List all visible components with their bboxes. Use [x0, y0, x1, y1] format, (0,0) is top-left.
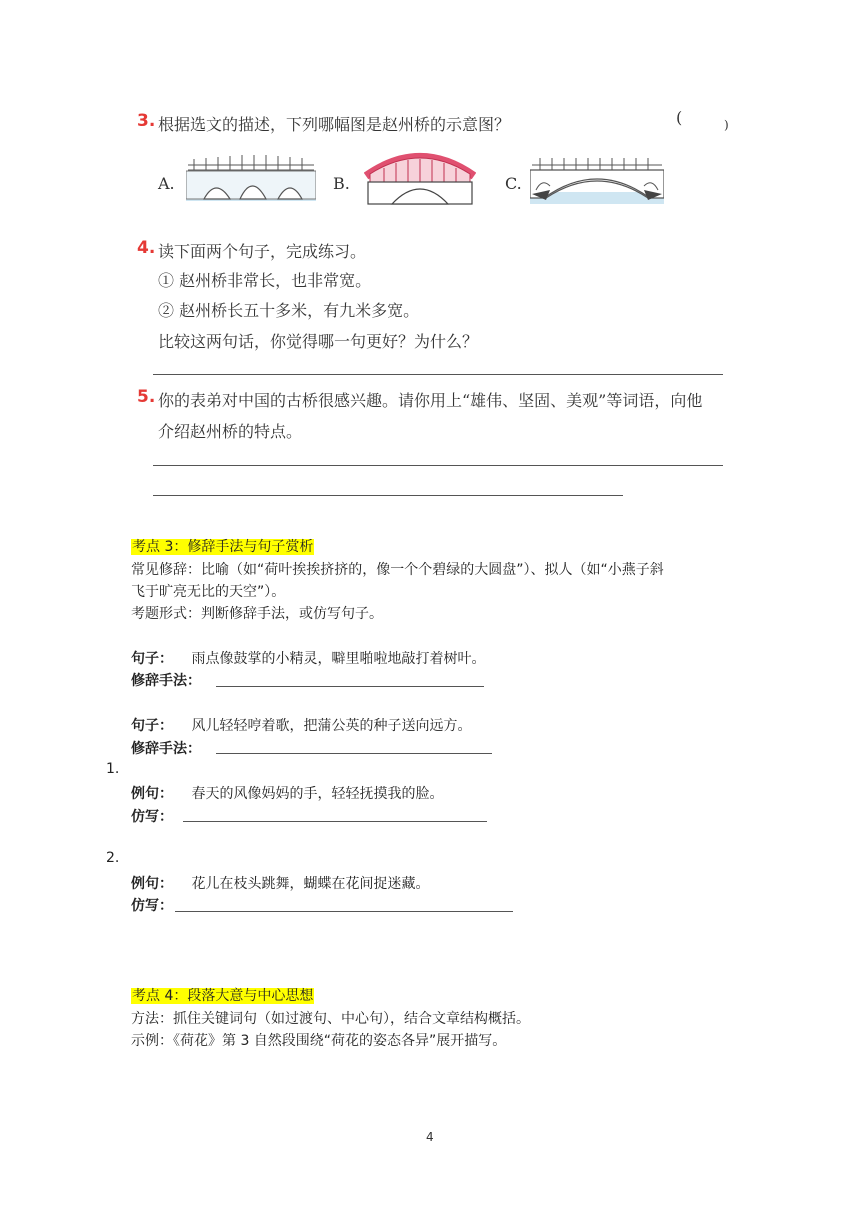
q4-text: 读下面两个句子，完成练习。: [158, 242, 367, 261]
section3-item2: [131, 715, 471, 735]
q5-text-line1: 你的表弟对中国的古桥很感兴趣。请你用上“雄伟、坚固、美观”等词语，向他: [158, 391, 703, 410]
item1-answer-label: 修辞手法：: [131, 673, 201, 689]
section3-line3: 考题形式：判断修辞手法，或仿写句子。: [131, 606, 383, 622]
item2-text: 风儿轻轻哼着歌，把蒲公英的种子送向远方。: [191, 718, 472, 734]
item1-label: 句子：: [131, 651, 173, 667]
item2-label: 句子：: [131, 718, 173, 734]
q5-text-line2: 介绍赵州桥的特点。: [158, 422, 303, 441]
q5-answer-line-2[interactable]: [153, 495, 623, 496]
section4-line1: 方法：抓住关键词句（如过渡句、中心句），结合文章结构概括。: [131, 1011, 530, 1027]
q5-answer-line-1[interactable]: [153, 465, 723, 466]
q3-option-c-label: C.: [505, 174, 522, 193]
ex2-answer-label: 仿写：: [131, 898, 173, 914]
ex2-answer-line[interactable]: [175, 911, 513, 912]
q5-number: 5.: [137, 387, 156, 407]
section3-item2-answer: [131, 738, 201, 758]
item1-text: 雨点像鼓掌的小精灵，噼里啪啦地敲打着树叶。: [191, 651, 486, 667]
exercise2-number: 2.: [106, 850, 120, 866]
item2-answer-label: 修辞手法：: [131, 741, 201, 757]
q3-answer-paren-open: (: [676, 108, 683, 127]
q3-number: 3.: [137, 111, 156, 131]
item1-answer-line[interactable]: [216, 686, 484, 687]
exercise2-answer: [131, 895, 173, 915]
section4-line2: 示例：《荷花》第 3 自然段围绕“荷花的姿态各异”展开描写。: [131, 1033, 507, 1049]
q4-answer-line[interactable]: [153, 374, 723, 375]
q3-answer-paren-close: ): [724, 118, 729, 132]
ex1-answer-label: 仿写：: [131, 809, 173, 825]
q4-sentence-1: ① 赵州桥非常长，也非常宽。: [158, 271, 372, 290]
open-spandrel-arch-bridge-icon[interactable]: [530, 154, 664, 208]
exercise1-number: 1.: [106, 761, 120, 777]
q4-prompt: 比较这两句话，你觉得哪一句更好？为什么？: [158, 332, 479, 351]
q3-option-b-label: B.: [333, 174, 350, 193]
section3-line1: 常见修辞：比喻（如“荷叶挨挨挤挤的，像一个个碧绿的大圆盘”）、拟人（如“小燕子斜: [131, 562, 664, 578]
section4-heading: 考点 4：段落大意与中心思想: [132, 988, 314, 1004]
section3-line2: 飞于旷亮无比的天空”）。: [131, 584, 286, 600]
ex1-text: 春天的风像妈妈的手，轻轻抚摸我的脸。: [191, 786, 444, 802]
q3-option-a-label: A.: [158, 174, 175, 193]
flat-multi-arch-bridge-icon[interactable]: [186, 153, 316, 205]
q4-number: 4.: [137, 238, 156, 258]
ex2-text: 花儿在枝头跳舞，蝴蝶在花间捉迷藏。: [191, 876, 430, 892]
ex1-answer-line[interactable]: [183, 821, 487, 822]
q3-text: 根据选文的描述，下列哪幅图是赵州桥的示意图？: [158, 115, 511, 134]
section3-item1: [131, 648, 485, 668]
ex2-label: 例句：: [131, 876, 173, 892]
exercise1-example: [131, 783, 443, 803]
section3-heading: 考点 3：修辞手法与句子赏析: [132, 539, 314, 555]
item2-answer-line[interactable]: [216, 753, 492, 754]
ex1-label: 例句：: [131, 786, 173, 802]
section3-item1-answer: [131, 670, 201, 690]
page-number: 4: [426, 1130, 434, 1144]
q4-sentence-2: ② 赵州桥长五十多米，有九米多宽。: [158, 301, 420, 320]
exercise1-answer: [131, 806, 173, 826]
covered-arch-bridge-icon[interactable]: [364, 144, 476, 210]
exercise2-example: [131, 873, 429, 893]
